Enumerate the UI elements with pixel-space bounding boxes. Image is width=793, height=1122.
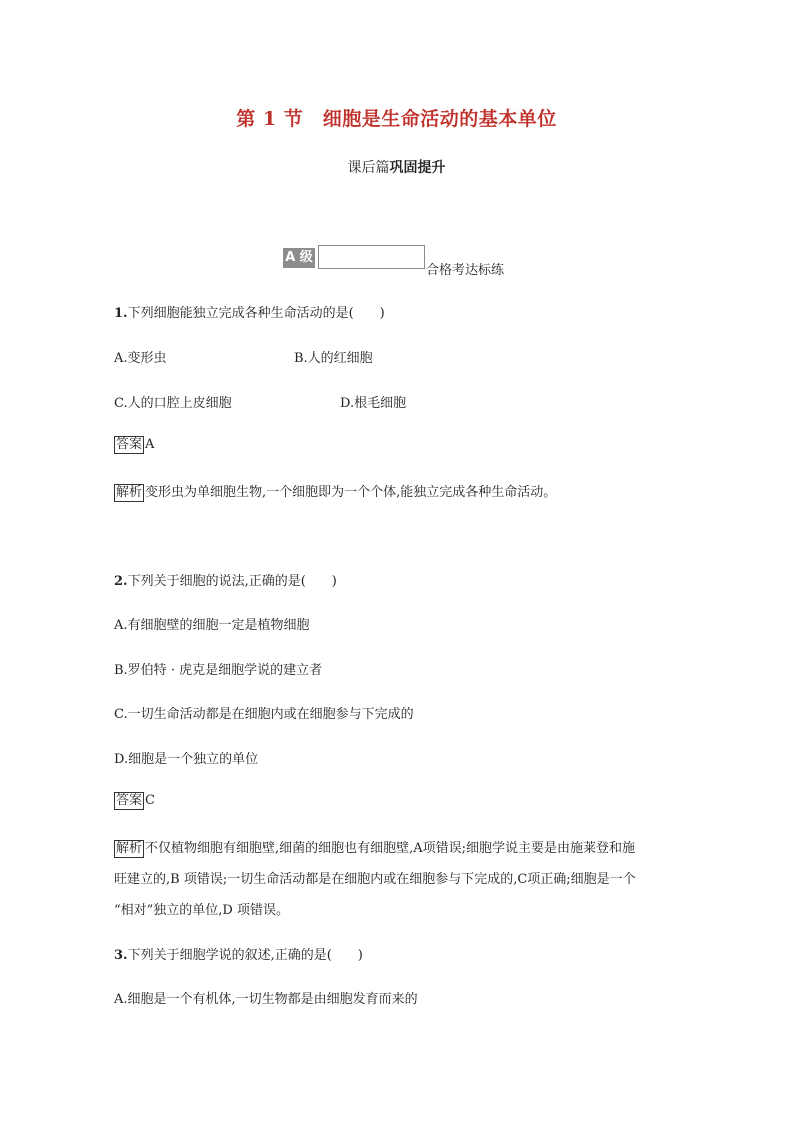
question-1-stem bbox=[114, 302, 385, 321]
subtitle-bold: 巩固提升 bbox=[389, 160, 446, 176]
analysis-label: 解析 bbox=[116, 841, 143, 856]
question-1-option-d: D.根毛细胞 bbox=[340, 396, 407, 411]
answer-value: C bbox=[145, 793, 155, 808]
question-2-option-b: B.罗伯特 · 虎克是细胞学说的建立者 bbox=[114, 663, 323, 678]
subtitle-normal: 课后篇 bbox=[347, 160, 390, 176]
question-2-answer bbox=[114, 792, 155, 810]
question-1-answer bbox=[114, 436, 154, 454]
page-title: 第 1 节 细胞是生命活动的基本单位 bbox=[236, 108, 557, 130]
question-1-option-c: C.人的口腔上皮细胞 bbox=[114, 396, 232, 411]
level-box bbox=[318, 245, 425, 269]
question-3-stem bbox=[114, 944, 363, 963]
question-2-analysis-line-2: 旺建立的,B 项错误;一切生命活动都是在细胞内或在细胞参与下完成的,C项正确;细胞是一个 bbox=[114, 872, 636, 887]
section-subtitle bbox=[0, 157, 793, 177]
question-text: 下列关于细胞学说的叙述,正确的是( ) bbox=[127, 948, 363, 963]
answer-value: A bbox=[145, 437, 155, 452]
analysis-label: 解析 bbox=[116, 485, 143, 500]
question-2-option-c: C.一切生命活动都是在细胞内或在细胞参与下完成的 bbox=[114, 707, 414, 722]
answer-label: 答案 bbox=[116, 793, 143, 808]
level-tag: A 级 bbox=[283, 248, 315, 268]
question-2-analysis-line-3: “相对”独立的单位,D 项错误。 bbox=[114, 903, 289, 918]
analysis-text: 变形虫为单细胞生物,一个细胞即为一个个体,能独立完成各种生命活动。 bbox=[145, 485, 557, 500]
analysis-text: 不仅植物细胞有细胞壁,细菌的细胞也有细胞壁,A项错误;细胞学说主要是由施莱登和施 bbox=[145, 841, 636, 856]
question-number: 3. bbox=[114, 948, 128, 963]
question-1-analysis bbox=[114, 481, 556, 502]
question-text: 下列关于细胞的说法,正确的是( ) bbox=[127, 574, 337, 589]
level-text: 合格考达标练 bbox=[426, 263, 505, 278]
question-2-option-a: A.有细胞壁的细胞一定是植物细胞 bbox=[114, 618, 310, 633]
question-number: 1. bbox=[114, 306, 128, 321]
question-2-stem bbox=[114, 570, 337, 589]
answer-label: 答案 bbox=[116, 437, 143, 452]
question-3-option-a: A.细胞是一个有机体,一切生物都是由细胞发育而来的 bbox=[114, 992, 418, 1007]
question-2-analysis-line-1 bbox=[114, 837, 635, 858]
question-text: 下列细胞能独立完成各种生命活动的是( ) bbox=[127, 306, 385, 321]
question-1-option-b: B.人的红细胞 bbox=[294, 351, 373, 366]
question-number: 2. bbox=[114, 574, 128, 589]
question-1-option-a: A.变形虫 bbox=[114, 351, 167, 366]
question-2-option-d: D.细胞是一个独立的单位 bbox=[114, 752, 259, 767]
